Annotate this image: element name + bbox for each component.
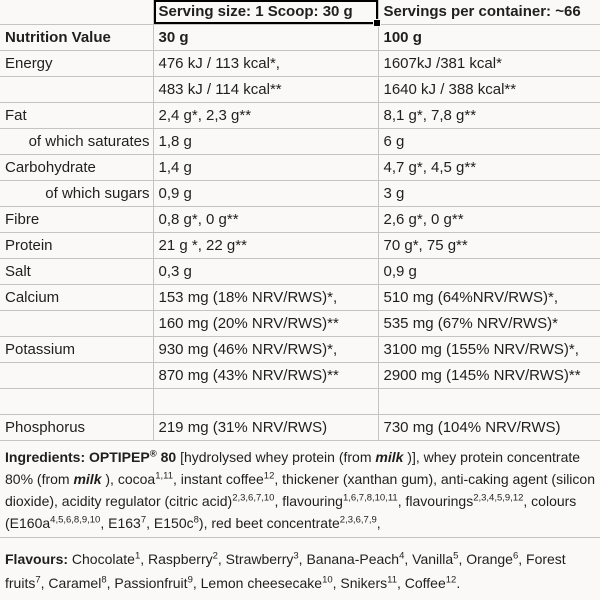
value-100g-cell[interactable]: 535 mg (67% NRV/RWS)* <box>378 310 600 336</box>
flavours-text: Flavours: Chocolate$^1$, Raspberry$^2$, Strawberry$^3$, Banana-Peach$^4$, Vanilla$^5$, Orange$^6$, Forest fruits$^7$, Caramel$^8$, Passionfruit$^9$, Lemon cheesecake$^{10}$, Snikers$^{11}$, Coffee$^{12}$. <box>0 538 600 600</box>
row-label-cell[interactable]: Protein <box>0 232 153 258</box>
value-30g-cell[interactable]: 930 mg (46% NRV/RWS)*, <box>153 336 378 362</box>
row-label-cell[interactable] <box>0 310 153 336</box>
table-row <box>0 258 600 284</box>
value-100g-cell[interactable]: 1640 kJ / 388 kcal** <box>378 76 600 102</box>
row-label-cell[interactable]: Fat <box>0 102 153 128</box>
selection-fill-handle-icon[interactable] <box>373 19 381 27</box>
serving-size-cell[interactable] <box>153 0 378 24</box>
value-30g-cell[interactable]: 1,8 g <box>153 128 378 154</box>
value-100g-cell[interactable]: 730 mg (104% NRV/RWS) <box>378 414 600 440</box>
row-label-cell[interactable]: of which saturates <box>0 128 153 154</box>
table-row <box>0 180 600 206</box>
table-row <box>0 24 600 50</box>
value-100g-cell[interactable]: 70 g*, 75 g** <box>378 232 600 258</box>
row-label-cell[interactable]: Potassium <box>0 336 153 362</box>
value-100g-cell[interactable]: 2900 mg (145% NRV/RWS)** <box>378 362 600 388</box>
value-30g-cell[interactable]: 870 mg (43% NRV/RWS)** <box>153 362 378 388</box>
value-100g-cell[interactable] <box>378 388 600 414</box>
ingredients-text: Ingredients: OPTIPEP® 80 [hydrolysed whey protein (from milk )], whey protein concentrate 80% (from milk ), cocoa$^{1,11}$, instant coffee$^{12}$, thickener (xanthan gum), anti-caking agent (silicon dioxide), acidity regulator (citric acid)$^{2,3,6,7,10}$, flavouring$^{1,6,7,8,10,11}$, flavourings$^{2,3,4,5,9,12}$, colours ($E160a^{4,5,6,8,9,10}$, $E163^7$, $E150c^8$), red beet concentrate$^{2,3,6,7,9}$, <box>0 441 600 538</box>
table-row <box>0 414 600 440</box>
value-100g-cell[interactable]: 1607kJ /381 kcal* <box>378 50 600 76</box>
row-label-cell[interactable]: Fibre <box>0 206 153 232</box>
value-30g-cell[interactable]: 160 mg (20% NRV/RWS)** <box>153 310 378 336</box>
value-30g-cell[interactable]: 0,3 g <box>153 258 378 284</box>
servings-per-container-cell[interactable] <box>378 0 600 24</box>
table-row <box>0 336 600 362</box>
row-label-cell[interactable]: Calcium <box>0 284 153 310</box>
value-100g-cell[interactable]: 100 g <box>378 24 600 50</box>
value-100g-cell[interactable]: 0,9 g <box>378 258 600 284</box>
value-100g-cell[interactable]: 3100 mg (155% NRV/RWS)*, <box>378 336 600 362</box>
value-30g-cell[interactable]: 21 g *, 22 g** <box>153 232 378 258</box>
row-label-cell[interactable] <box>0 388 153 414</box>
row-label-cell[interactable]: of which sugars <box>0 180 153 206</box>
table-row <box>0 284 600 310</box>
table-row <box>0 50 600 76</box>
value-30g-cell[interactable]: 483 kJ / 114 kcal** <box>153 76 378 102</box>
table-row <box>0 76 600 102</box>
row-label-cell[interactable] <box>0 362 153 388</box>
row-label-cell[interactable] <box>0 76 153 102</box>
table-row <box>0 102 600 128</box>
table-row <box>0 232 600 258</box>
value-30g-cell[interactable]: 0,9 g <box>153 180 378 206</box>
value-30g-cell[interactable]: 2,4 g*, 2,3 g** <box>153 102 378 128</box>
corner-cell[interactable] <box>0 0 153 24</box>
header-row <box>0 0 600 24</box>
value-100g-cell[interactable]: 8,1 g*, 7,8 g** <box>378 102 600 128</box>
value-100g-cell[interactable]: 510 mg (64%NRV/RWS)*, <box>378 284 600 310</box>
table-row <box>0 154 600 180</box>
value-30g-cell[interactable]: 219 mg (31% NRV/RWS) <box>153 414 378 440</box>
value-30g-cell[interactable]: 0,8 g*, 0 g** <box>153 206 378 232</box>
row-label-cell[interactable]: Carbohydrate <box>0 154 153 180</box>
serving-size-text: Serving size: 1 Scoop: 30 g <box>158 3 353 21</box>
table-row <box>0 310 600 336</box>
servings-per-container-text: Servings per container: ~66 <box>383 3 581 21</box>
value-30g-cell[interactable]: 476 kJ / 113 kcal*, <box>153 50 378 76</box>
table-row <box>0 362 600 388</box>
value-100g-cell[interactable]: 2,6 g*, 0 g** <box>378 206 600 232</box>
value-100g-cell[interactable]: 4,7 g*, 4,5 g** <box>378 154 600 180</box>
value-30g-cell[interactable] <box>153 388 378 414</box>
row-label-cell[interactable]: Salt <box>0 258 153 284</box>
table-row <box>0 128 600 154</box>
table-row <box>0 206 600 232</box>
value-30g-cell[interactable]: 30 g <box>153 24 378 50</box>
value-100g-cell[interactable]: 6 g <box>378 128 600 154</box>
value-100g-cell[interactable]: 3 g <box>378 180 600 206</box>
table-row <box>0 388 600 414</box>
row-label-cell[interactable]: Phosphorus <box>0 414 153 440</box>
row-label-cell[interactable]: Nutrition Value <box>0 24 153 50</box>
value-30g-cell[interactable]: 153 mg (18% NRV/RWS)*, <box>153 284 378 310</box>
row-label-cell[interactable]: Energy <box>0 50 153 76</box>
value-30g-cell[interactable]: 1,4 g <box>153 154 378 180</box>
